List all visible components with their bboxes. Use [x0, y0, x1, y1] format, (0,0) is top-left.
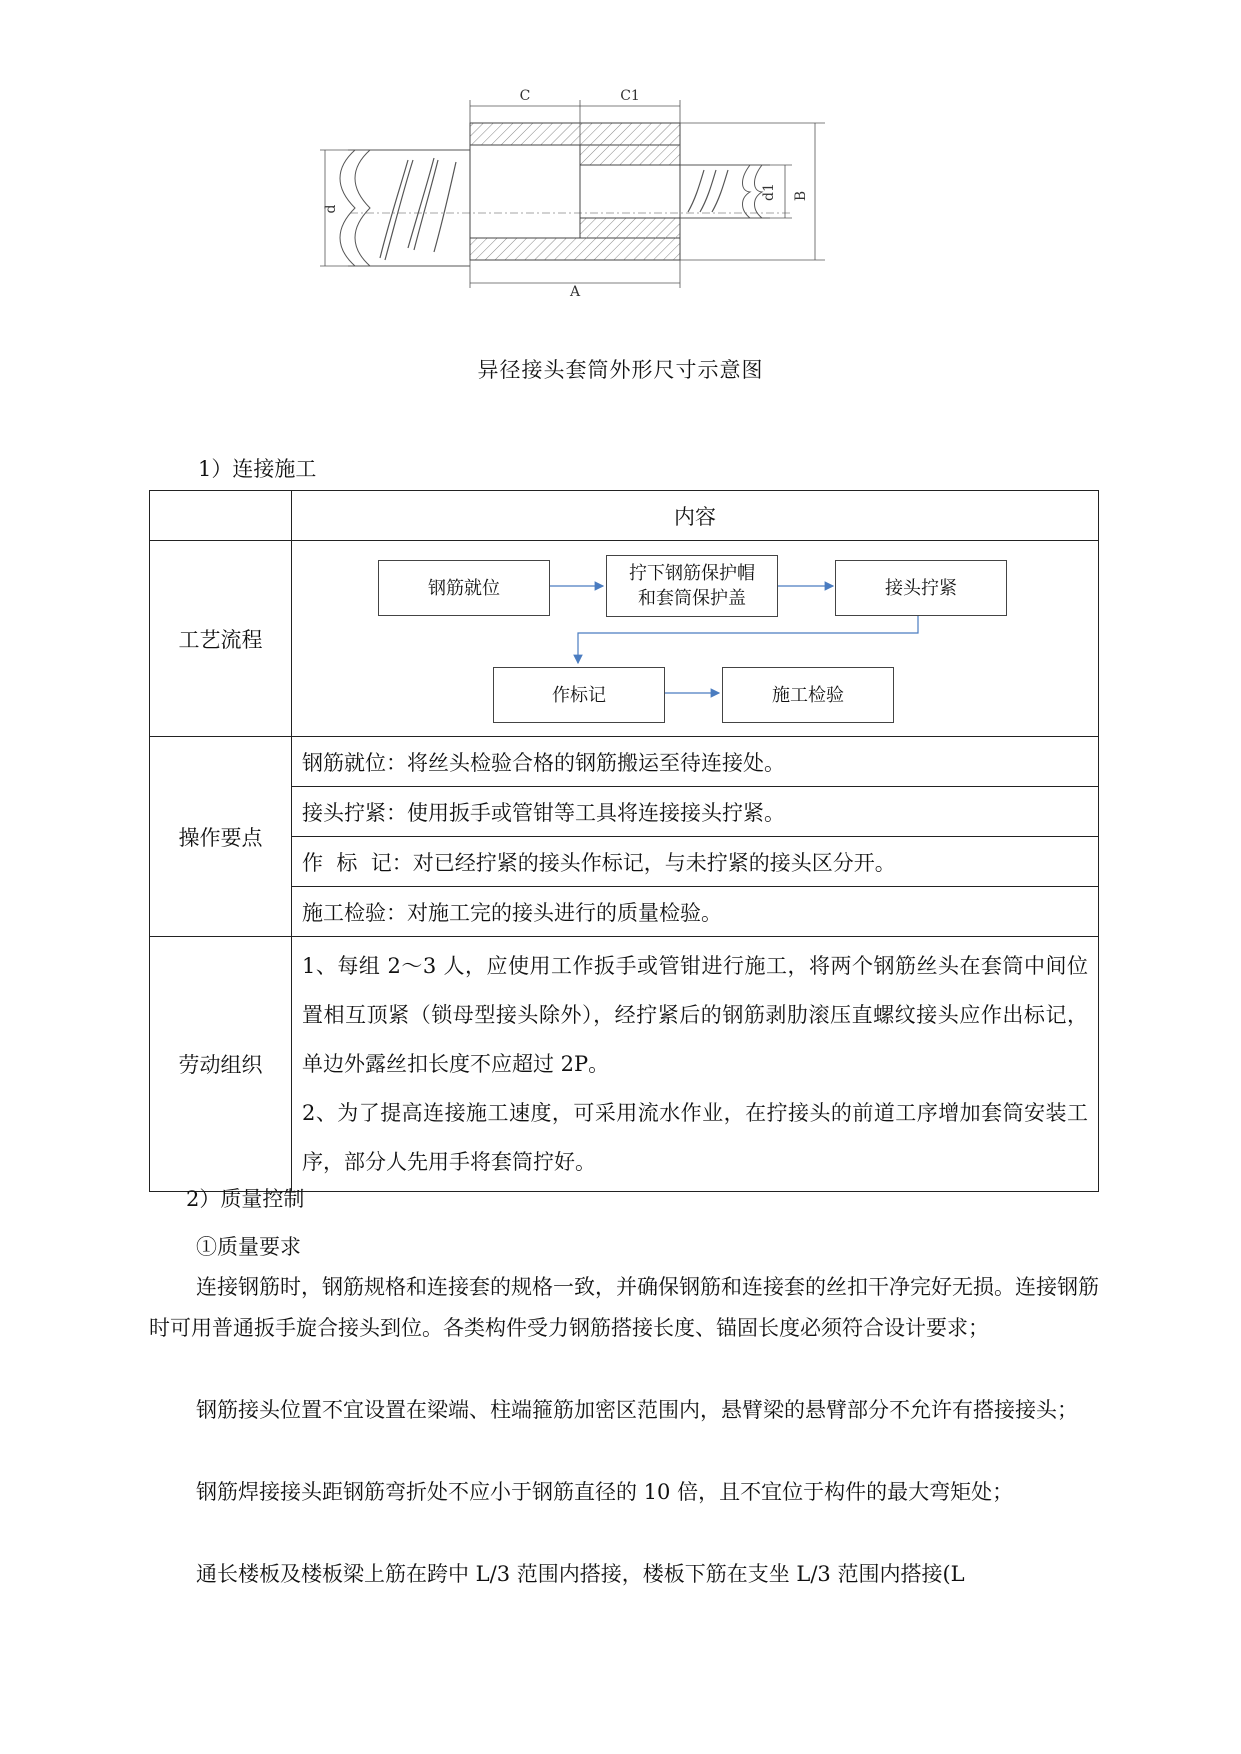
- label-c: C: [519, 88, 531, 104]
- flow-step-tighten-joint: 接头拧紧: [835, 560, 1007, 616]
- subsection-heading-quality-requirements: ①质量要求: [196, 1235, 301, 1259]
- section-heading-quality-control: 2）质量控制: [186, 1187, 305, 1211]
- quality-paragraph-3: 钢筋焊接接头距钢筋弯折处不应小于钢筋直径的 10 倍，且不宜位于构件的最大弯矩处；: [196, 1480, 1014, 1504]
- table-row-operation-4: [150, 887, 1099, 937]
- label-a: A: [569, 284, 581, 300]
- labor-content-cell: [292, 937, 1099, 1192]
- flow-step-rebar-positioning: 钢筋就位: [378, 560, 550, 616]
- table-row-process-flow: [150, 541, 1099, 737]
- quality-paragraph-1: 连接钢筋时，钢筋规格和连接套的规格一致，并确保钢筋和连接套的丝扣干净完好无损。连接钢筋时可用普通扳手旋合接头到位。各类构件受力钢筋搭接长度、锚固长度必须符合设计要求；: [149, 1275, 1099, 1340]
- label-d: d: [323, 204, 339, 214]
- table-header-row: [150, 491, 1099, 541]
- flow-step-remove-caps-line2: 和套筒保护盖: [638, 588, 746, 609]
- diagram-svg: [323, 88, 940, 338]
- label-b: B: [793, 190, 809, 202]
- right-rebar: [680, 165, 770, 218]
- table-row-operation-1: [150, 737, 1099, 787]
- arrow-3-4: [578, 612, 918, 663]
- row-label-operation-points: 操作要点: [150, 737, 292, 937]
- figure-caption: 异径接头套筒外形尺寸示意图: [477, 358, 764, 382]
- table-corner-cell: [150, 491, 292, 541]
- flow-step-remove-caps: [606, 555, 778, 617]
- flow-step-inspection: 施工检验: [722, 667, 894, 723]
- coupler-sleeve: [470, 123, 680, 260]
- table-row-operation-2: [150, 787, 1099, 837]
- table-row-labor: [150, 937, 1099, 1192]
- operation-item-1: 钢筋就位：将丝头检验合格的钢筋搬运至待连接处。: [292, 737, 1099, 787]
- quality-paragraph-2: 钢筋接头位置不宜设置在梁端、柱端箍筋加密区范围内，悬臂梁的悬臂部分不允许有搭接接头；: [196, 1398, 1078, 1422]
- row-label-labor-organization: 劳动组织: [150, 937, 292, 1192]
- label-d1: d1: [761, 183, 777, 201]
- coupler-dimension-diagram: [323, 88, 940, 338]
- operation-item-2: 接头拧紧：使用扳手或管钳等工具将连接接头拧紧。: [292, 787, 1099, 837]
- left-rebar: [340, 150, 470, 266]
- flow-step-marking: 作标记: [493, 667, 665, 723]
- quality-paragraph-4: 通长楼板及楼板梁上筋在跨中 L/3 范围内搭接，楼板下筋在支坐 L/3 范围内搭接(L: [196, 1562, 965, 1586]
- labor-paragraph-2: 2、为了提高连接施工速度，可采用流水作业，在拧接头的前道工序增加套筒安装工序，部分人先用手将套筒拧好。: [302, 1100, 1088, 1174]
- construction-table: [149, 490, 1099, 1192]
- operation-item-4: 施工检验：对施工完的接头进行的质量检验。: [292, 887, 1099, 937]
- process-flowchart: [292, 541, 1098, 736]
- label-c1: C1: [620, 88, 640, 104]
- flow-step-remove-caps-line1: 拧下钢筋保护帽: [629, 563, 755, 584]
- table-row-operation-3: [150, 837, 1099, 887]
- operation-item-3: 作 标 记：对已经拧紧的接头作标记，与未拧紧的接头区分开。: [292, 837, 1099, 887]
- section-heading-construction: 1）连接施工: [198, 457, 317, 481]
- table-header-content: 内容: [292, 491, 1099, 541]
- row-label-process-flow: 工艺流程: [150, 541, 292, 737]
- labor-paragraph-1: 1、每组 2～3 人，应使用工作扳手或管钳进行施工，将两个钢筋丝头在套筒中间位置相互顶紧（锁母型接头除外），经拧紧后的钢筋剥肋滚压直螺纹接头应作出标记，单边外露丝扣长度不应超过 2P。: [302, 953, 1088, 1076]
- process-flow-cell: [292, 541, 1099, 737]
